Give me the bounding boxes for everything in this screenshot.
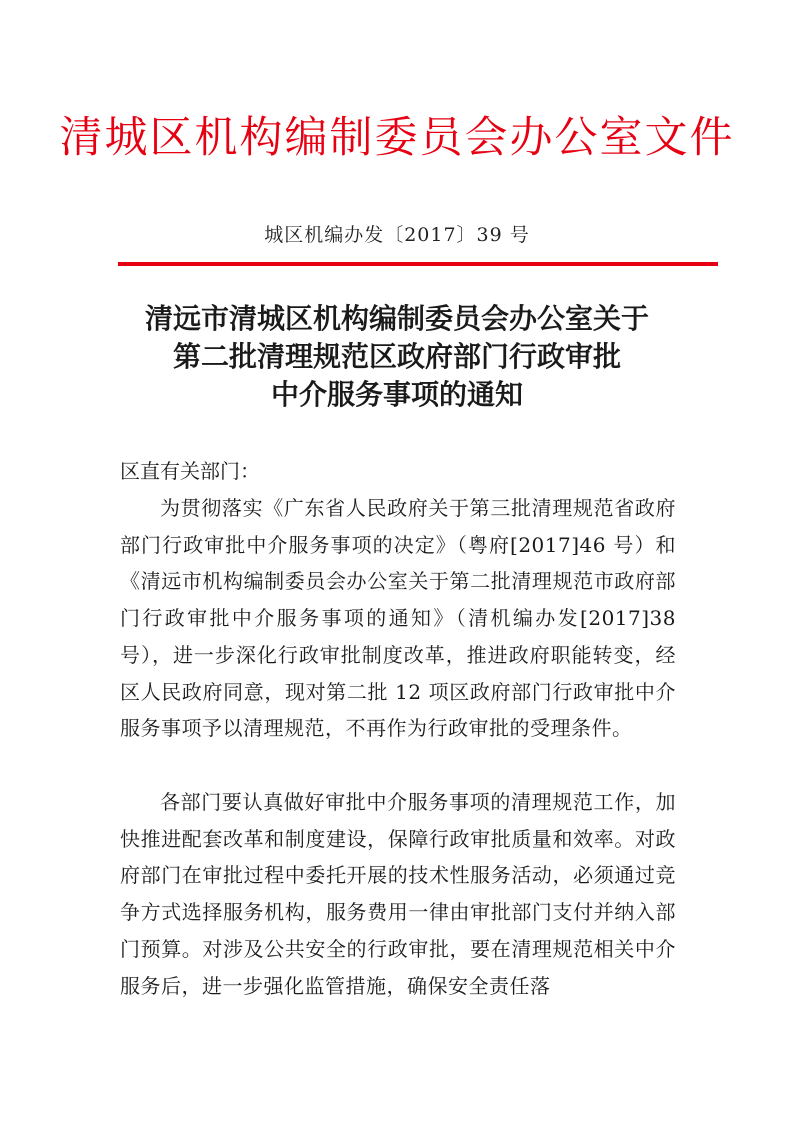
recipient-salutation: 区直有关部门： xyxy=(120,459,260,483)
body-paragraph-2: 各部门要认真做好审批中介服务事项的清理规范工作，加快推进配套改革和制度建设，保障行政审批质量和效率。对政府部门在审批过程中委托开展的技术性服务活动，必须通过竞争方式选择服务机构，服务费用一律由审批部门支付并纳入部门预算。对涉及公共安全的行政审批，要在清理规范相关中介服务后，进一步强化监管措施，确保安全责任落 xyxy=(120,790,676,998)
notice-title-line-2: 第二批清理规范区政府部门行政审批 xyxy=(172,340,621,373)
notice-title-line-3: 中介服务事项的通知 xyxy=(270,378,523,411)
red-divider-line xyxy=(118,262,718,266)
notice-title xyxy=(0,300,794,414)
body-paragraph-1: 为贯彻落实《广东省人民政府关于第三批清理规范省政府部门行政审批中介服务事项的决定》（粤府[2017]46 号）和《清远市机构编制委员会办公室关于第二批清理规范市政府部门行政审批中介服务事项的通知》（清机编办发[2017]38 号），进一步深化行政审批制度改革，推进政府职能转变，经区人民政府同意，现对第二批 12 项区政府部门行政审批中介服务事项予以清理规范，不再作为行政审批的受理条件。 xyxy=(120,496,676,741)
notice-title-line-1: 清远市清城区机构编制委员会办公室关于 xyxy=(144,302,649,335)
document-header-title: 清城区机构编制委员会办公室文件 xyxy=(59,113,735,163)
document-number: 城区机编办发〔2017〕39 号 xyxy=(264,224,530,246)
